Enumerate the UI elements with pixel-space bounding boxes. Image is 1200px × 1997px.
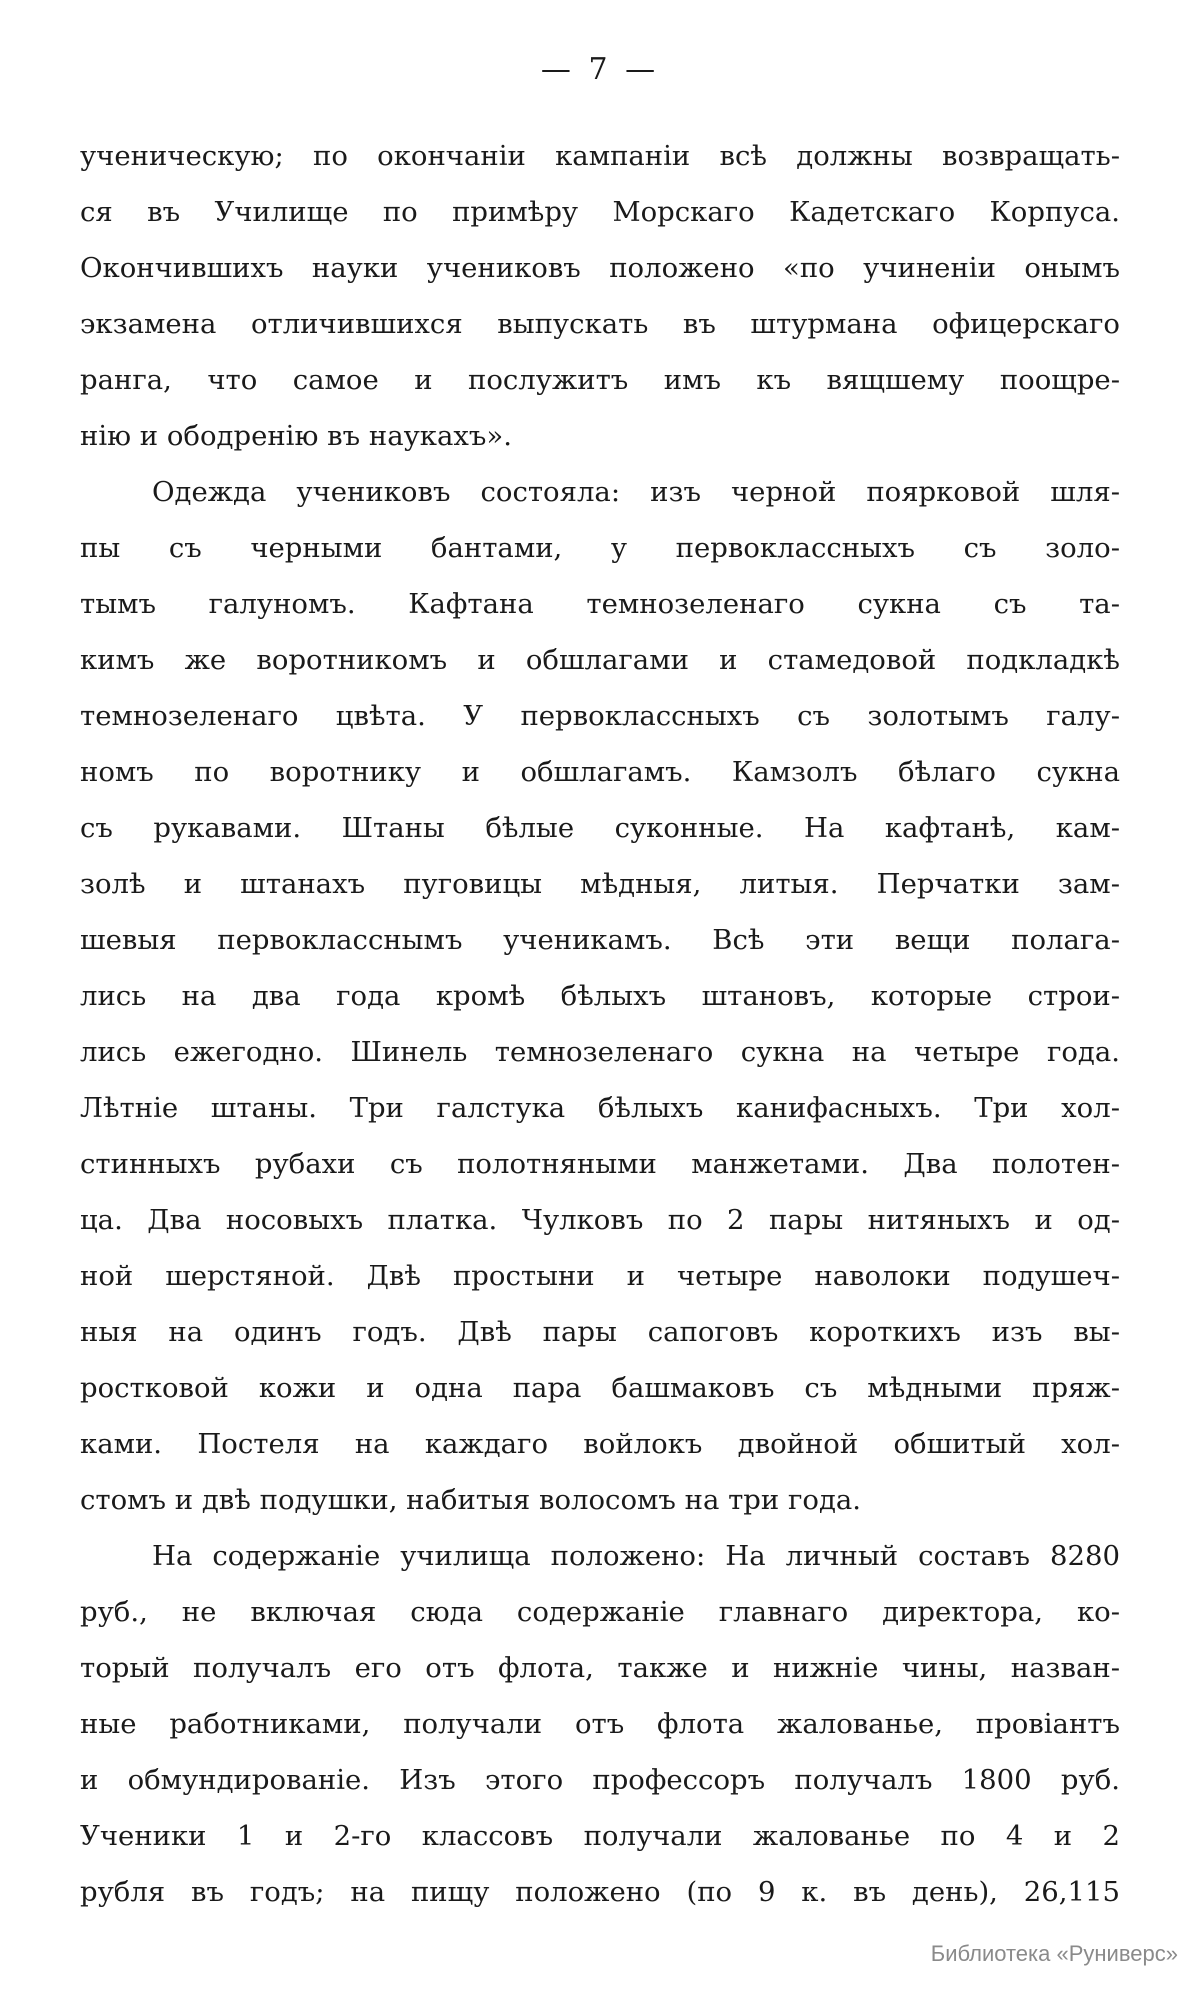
text-line: золѣ и штанахъ пуговицы мѣдныя, литыя. Перчатки зам-: [80, 868, 1120, 900]
text-line: номъ по воротнику и обшлагамъ. Камзолъ бѣлаго сукна: [80, 756, 1120, 788]
text-line: темнозеленаго цвѣта. У первоклассныхъ съ золотымъ галу-: [80, 700, 1120, 732]
library-watermark: Библиотека «Руниверс»: [930, 1941, 1178, 1966]
paragraph-3: [80, 1528, 1120, 1920]
text-line: Лѣтніе штаны. Три галстука бѣлыхъ канифасныхъ. Три хол-: [80, 1092, 1120, 1124]
text-line: тымъ галуномъ. Кафтана темнозеленаго сукна съ та-: [80, 588, 1120, 620]
text-line: На содержаніе училища положено: На личный составъ 8280: [152, 1540, 1120, 1572]
text-body: [80, 128, 1120, 1920]
text-line: руб., не включая сюда содержаніе главнаго директора, ко-: [80, 1596, 1120, 1628]
text-line: нію и ободренію въ наукахъ».: [80, 420, 512, 452]
text-line: ца. Два носовыхъ платка. Чулковъ по 2 пары нитяныхъ и од-: [80, 1204, 1120, 1236]
text-line: пы съ черными бантами, у первоклассныхъ съ золо-: [80, 532, 1120, 564]
text-line: Одежда учениковъ состояла: изъ черной поярковой шля-: [152, 476, 1120, 508]
paragraph-2: [80, 464, 1120, 1528]
text-line: лись ежегодно. Шинель темнозеленаго сукна на четыре года.: [80, 1036, 1120, 1068]
text-line: ся въ Училище по примѣру Морскаго Кадетскаго Корпуса.: [80, 196, 1120, 228]
text-line: шевыя первокласснымъ ученикамъ. Всѣ эти вещи полага-: [80, 924, 1120, 956]
text-line: ной шерстяной. Двѣ простыни и четыре наволоки подушеч-: [80, 1260, 1120, 1292]
text-line: съ рукавами. Штаны бѣлые суконные. На кафтанѣ, кам-: [80, 812, 1120, 844]
text-line: ками. Постеля на каждаго войлокъ двойной обшитый хол-: [80, 1428, 1120, 1460]
text-line: Окончившихъ науки учениковъ положено «по учиненіи онымъ: [80, 252, 1120, 284]
text-line: экзамена отличившихся выпускать въ штурмана офицерскаго: [80, 308, 1120, 340]
text-line: ные работниками, получали отъ флота жалованье, провіантъ: [80, 1708, 1120, 1740]
text-line: лись на два года кромѣ бѣлыхъ штановъ, которые строи-: [80, 980, 1120, 1012]
text-line: Ученики 1 и 2-го классовъ получали жалованье по 4 и 2: [80, 1820, 1120, 1852]
text-line: ранга, что самое и послужитъ имъ къ вящшему поощре-: [80, 364, 1120, 396]
text-line: ученическую; по окончаніи кампаніи всѣ должны возвращать-: [80, 140, 1120, 172]
text-line: ростковой кожи и одна пара башмаковъ съ мѣдными пряж-: [80, 1372, 1120, 1404]
page-number: — 7 —: [540, 52, 660, 87]
text-line: рубля въ годъ; на пищу положено (по 9 к. въ день), 26,115: [80, 1876, 1120, 1908]
text-line: ныя на одинъ годъ. Двѣ пары сапоговъ короткихъ изъ вы-: [80, 1316, 1120, 1348]
text-line: кимъ же воротникомъ и обшлагами и стамедовой подкладкѣ: [80, 644, 1120, 676]
text-line: стинныхъ рубахи съ полотняными манжетами. Два полотен-: [80, 1148, 1120, 1180]
text-line: стомъ и двѣ подушки, набитыя волосомъ на три года.: [80, 1484, 862, 1516]
text-line: и обмундированіе. Изъ этого профессоръ получалъ 1800 руб.: [80, 1764, 1120, 1796]
paragraph-1: [80, 128, 1120, 464]
text-line: торый получалъ его отъ флота, также и нижніе чины, назван-: [80, 1652, 1120, 1684]
